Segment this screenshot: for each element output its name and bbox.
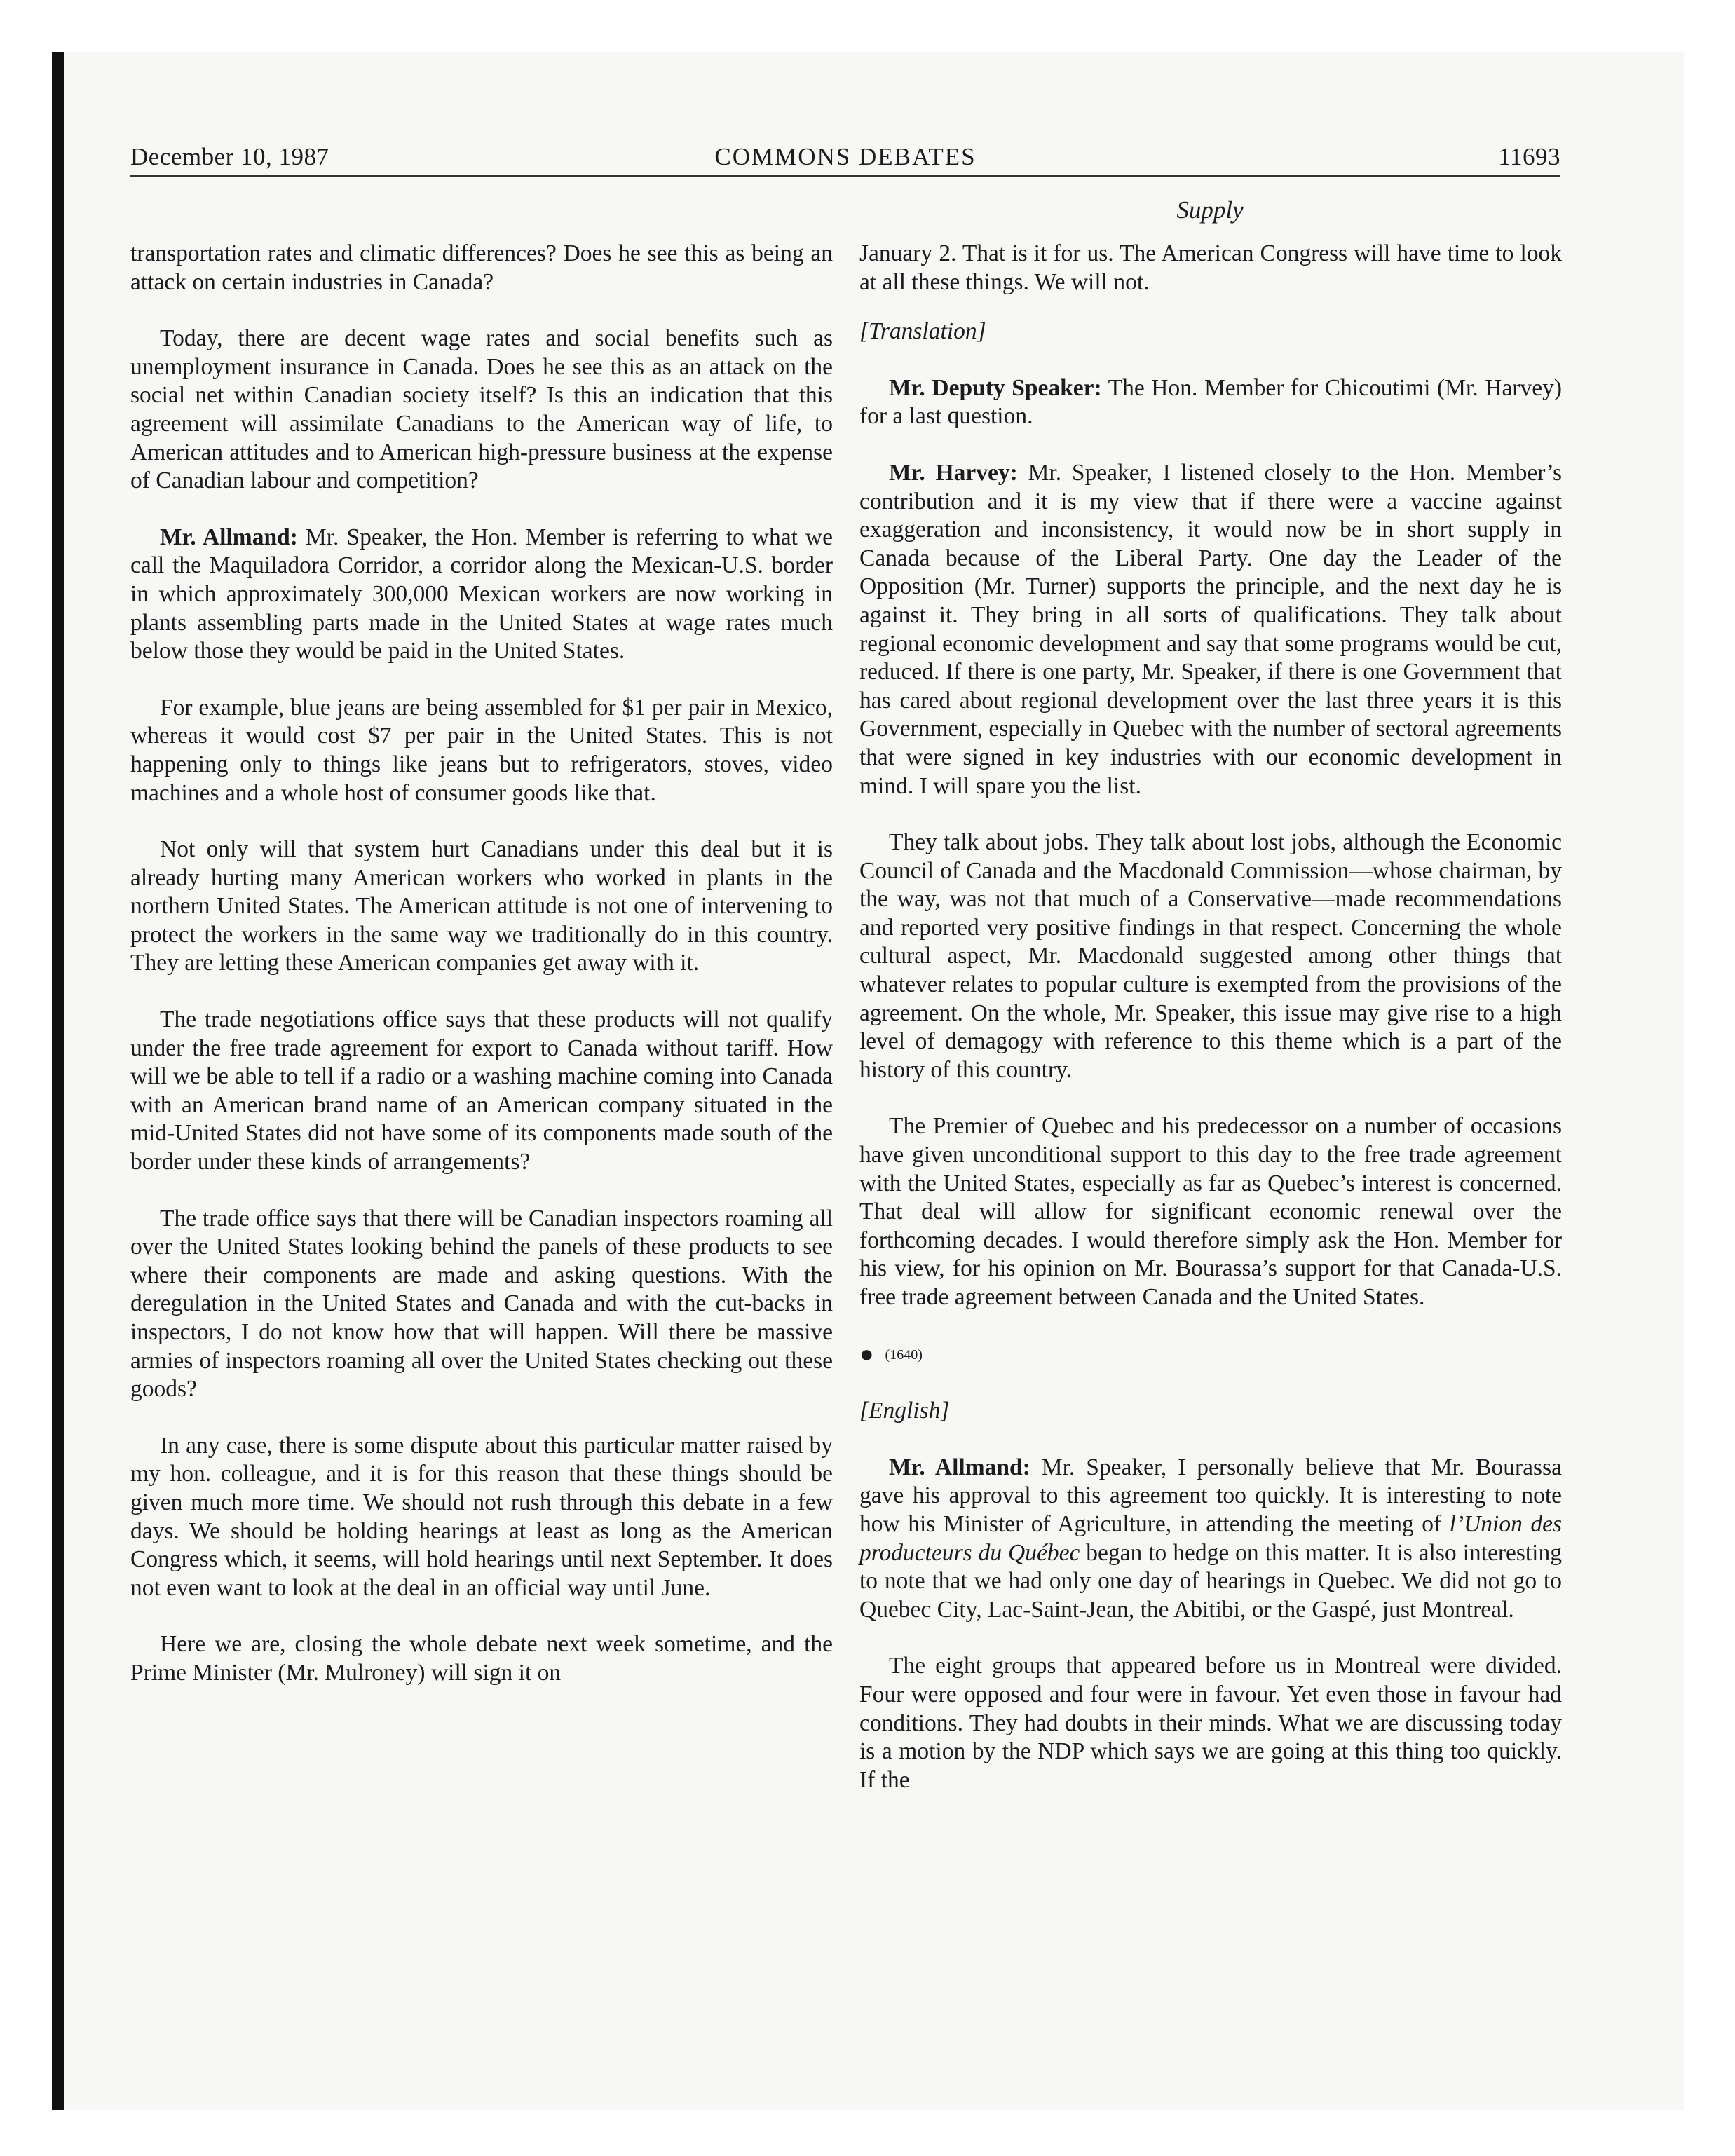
paragraph: Today, there are decent wage rates and social benefits such as unemployment insurance in Canada. Does he see this as an attack on the social net within Canadian society itself? Is this an indication that this agreement will assimilate Canadians to the American way of life, to American attitudes and to American high-pressure business at the expense of Canadian labour and competition?	[130, 325, 833, 494]
time-stamp: (1640)	[885, 1346, 923, 1363]
time-marker	[859, 1340, 1562, 1370]
speech-text: Mr. Speaker, I personally believe that Mr. Bourassa gave his approval to this agreement too quickly. It is interesting to note how his Minister of Agriculture, in attending the meeting of	[859, 1454, 1562, 1538]
speaker-name: Mr. Allmand:	[889, 1454, 1030, 1480]
paragraph: The trade negotiations office says that these products will not qualify under the free trade agreement for export to Canada without tariff. How will we be able to tell if a radio or a washing machine coming into Canada with an American brand name of an American company situated in the mid-United States did not have some of its components made south of the border under these kinds of arrangements?	[130, 1007, 833, 1175]
speaker-name: Mr. Allmand:	[160, 524, 298, 550]
paragraph: The Premier of Quebec and his predecessor on a number of occasions have given unconditional support to this day to the free trade agreement with the United States, especially as far as Quebec’s interest is concerned. That deal will allow for significant economic renewal over the forthcoming decades. I would therefore simply ask the Hon. Member for his view, for his opinion on Mr. Bourassa’s support for that Canada-U.S. free trade agreement between Canada and the United States.	[859, 1113, 1562, 1310]
right-column	[859, 240, 1562, 1822]
header-publication: COMMONS DEBATES	[714, 143, 977, 170]
bullet-icon: ●	[859, 1341, 874, 1367]
header-date: December 10, 1987	[130, 143, 329, 170]
language-tag: [English]	[859, 1398, 950, 1424]
speech-text: The Hon. Member for Chicoutimi (Mr. Harvey) for a last question.	[859, 374, 1562, 430]
paragraph: In any case, there is some dispute about this particular matter raised by my hon. colleague, and it is for this reason that these things should be given much more time. We should not rush through this debate in a few days. We should be holding hearings at least as long as the American Congress which, it seems, will hold hearings until next September. It does not even want to look at the deal in an official way until June.	[130, 1432, 833, 1601]
paragraph: The eight groups that appeared before us in Montreal were divided. Four were opposed and four were in favour. Yet even those in favour had conditions. They had doubts in their minds. What we are discussing today is a motion by the NDP which says we are going at this thing too quickly. If the	[859, 1653, 1562, 1793]
speech-paragraph	[859, 1454, 1562, 1625]
header-rule	[130, 175, 1560, 177]
section-title: Supply	[1176, 196, 1244, 224]
language-tag: [Translation]	[859, 318, 986, 345]
running-header	[130, 143, 1560, 179]
speech-text: began to hedge on this matter. It is also interesting to note that we had only one day of hearings in Quebec. We did not go to Quebec City, Lac-Saint-Jean, the Abitibi, or the Gaspé, just Montreal.	[859, 1539, 1562, 1623]
speaker-name: Mr. Deputy Speaker:	[889, 374, 1102, 401]
header-page-number: 11693	[1498, 143, 1560, 170]
organization-name: l’Union des producteurs du Québec	[859, 1511, 1562, 1566]
paragraph: They talk about jobs. They talk about lost jobs, although the Economic Council of Canada and the Macdonald Commission—whose chairman, by the way, was not that much of a Conservative—made recommendations and reported very positive findings in that respect. Concerning the whole cultural aspect, Mr. Macdonald suggested among other things that whatever relates to popular culture is exempted from the provisions of the agreement. On the whole, Mr. Speaker, this issue may give rise to a high level of demagogy with reference to this theme which is a part of the history of this country.	[859, 829, 1562, 1083]
speech-paragraph	[859, 374, 1562, 431]
paragraph: Not only will that system hurt Canadians under this deal but it is already hurting many American workers who worked in plants in the northern United States. The American attitude is not one of intervening to protect the workers in the same way we traditionally do in this country. They are letting these American companies get away with it.	[130, 836, 833, 976]
paragraph: For example, blue jeans are being assembled for $1 per pair in Mexico, whereas it would cost $7 per pair in the United States. This is not happening only to things like jeans but to refrigerators, stoves, video machines and a whole host of consumer goods like that.	[130, 694, 833, 806]
speech-text: Mr. Speaker, the Hon. Member is referring to what we call the Maquiladora Corridor, a corridor along the Mexican-U.S. border in which approximately 300,000 Mexican workers are now working in plants assembling parts made in the United States at wage rates much below those they would be paid in the United States.	[130, 524, 833, 664]
paragraph: January 2. That is it for us. The American Congress will have time to look at all these things. We will not.	[859, 240, 1562, 295]
speech-text: Mr. Speaker, I listened closely to the Hon. Member’s contribution and it is my view that if there were a vaccine against exaggeration and inconsistency, it would now be in short supply in Canada because of the Liberal Party. One day the Leader of the Opposition (Mr. Turner) supports the principle, and the next day he is against it. They bring in all sorts of qualifications. They talk about regional economic development and say that some programs would be cut, reduced. If there is one party, Mr. Speaker, if there is one Government that has cared about regional development over the last three years it is this Government, especially in Quebec with the number of sectoral agreements that were signed in key industries with our economic development in mind. I will spare you the list.	[859, 459, 1562, 799]
scan-edge	[52, 52, 64, 2110]
paragraph: transportation rates and climatic differences? Does he see this as being an attack on certain industries in Canada?	[130, 240, 833, 295]
speech-paragraph	[130, 524, 833, 666]
paragraph: The trade office says that there will be Canadian inspectors roaming all over the United States looking behind the panels of these products to see where their components are made and asking questions. With the deregulation in the United States and Canada and with the cut-backs in inspectors, I do not know how that will happen. Will there be massive armies of inspectors roaming all over the United States checking out these goods?	[130, 1205, 833, 1403]
left-column	[130, 240, 833, 1716]
speech-paragraph	[859, 459, 1562, 800]
speaker-name: Mr. Harvey:	[889, 459, 1018, 486]
paragraph: Here we are, closing the whole debate next week sometime, and the Prime Minister (Mr. Mulroney) will sign it on	[130, 1631, 833, 1686]
